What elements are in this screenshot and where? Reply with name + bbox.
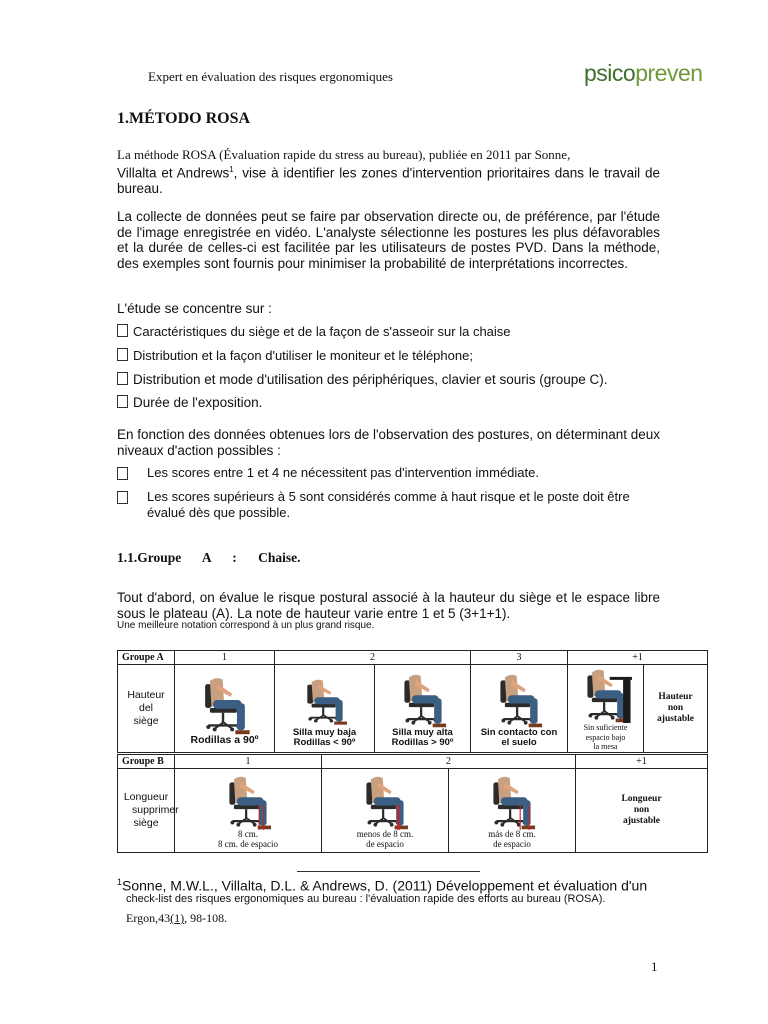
section-title: 1.MÉTODO ROSA [117,110,251,127]
bullet-box-icon [117,372,128,385]
seated-person-desk-figure [573,665,639,723]
seated-person-figure [479,670,559,728]
score-cell: 2 [322,755,576,769]
group-b-table [117,754,708,853]
seated-person-figure [285,670,365,728]
figure-chair-too-high: Silla muy alta Rodillas > 90º [375,665,471,753]
focus-item: Durée de l'exposition. [117,395,262,411]
length-not-adjustable: Longueur non ajustable [576,769,708,853]
bullet-box-icon [117,395,128,408]
row-label-seat-depth: Longueur supprimer siège [118,769,175,853]
bullet-box-icon [117,491,128,504]
seated-person-figure [383,670,463,728]
figure-chair-too-low: Silla muy baja Rodillas < 90º [275,665,375,753]
score-cell: +1 [576,755,708,769]
figure-no-space-under-desk: Sin suficiente espacio bajo la mesa [568,665,644,753]
focus-intro: L'étude se concentre sur : [117,301,272,316]
levels-intro: En fonction des données obtenues lors de l'observation des postures, on déterminant deux niveaux d'action possibles : [117,427,660,458]
height-not-adjustable: Hauteur non ajustable [644,665,708,753]
footnote-line1: $^1$Sonne, M.W.L., Villalta, D.L. & Andrews, D. (2011) Développement et évaluation d'un [117,877,648,894]
brand-logo-part2: preven [635,60,703,86]
figure-less-than-8cm: menos de 8 cm. de espacio [322,769,449,853]
footnote-line3: Ergon,43(1), 98-108. [126,911,228,925]
footnote-line2: check-list des risques ergonomiques au bureau : l'évaluation rapide des efforts au bureau (ROSA). [126,893,606,905]
figure-more-than-8cm: más de 8 cm. de espacio [449,769,576,853]
group-a-table [117,650,708,753]
intro-line1: La méthode ROSA (Évaluation rapide du stress au bureau), publiée en 2011 par Sonne, [117,147,571,162]
focus-item: Distribution et la façon d'utiliser le moniteur et le téléphone; [117,348,473,364]
group-b-label: Groupe B [118,755,175,769]
bullet-box-icon [117,324,128,337]
score-cell: 1 [175,755,322,769]
figure-no-floor-contact: Sin contacto con el suelo [471,665,568,753]
footnote-divider [297,871,480,872]
focus-item: Caractéristiques du siège et de la façon de s'asseoir sur la chaise [117,324,511,340]
score-cell: +1 [568,651,708,665]
intro-paragraph [117,162,660,197]
collection-paragraph: La collecte de données peut se faire par observation directe ou, de préférence, par l'étude de l'image enregistrée en vidéo. L'analyste sélectionne les postures les plus défavorables et la durée de celles-ci est facilitée par les utilisateurs de postes PVD. Dans la méthode, des exemples sont fournis pour minimiser la probabilité de interprétations incorrectes. [117,209,660,271]
intro-rest: , vise à identifier les zones d'intervention prioritaires dans le travail de bureau. [117,165,660,196]
figure-8cm-space: 8 cm. 8 cm. de espacio [175,769,322,853]
seat-depth-figure [472,772,552,830]
intro-footnote-ref[interactable]: 1 [229,165,234,174]
focus-item: Distribution et mode d'utilisation des périphériques, clavier et souris (groupe C). [117,372,608,388]
document-header-title: Expert en évaluation des risques ergonomiques [148,69,393,84]
seat-depth-figure [345,772,425,830]
figure-knees-90: Rodillas a 90º [175,665,275,753]
row-label-seat-height: Hauteur del siège [118,665,175,753]
subsection-title: 1.1.Groupe A : Chaise. [117,550,301,565]
page-number: 1 [651,959,658,974]
brand-logo-part1: psico [584,60,636,86]
bullet-box-icon [117,467,128,480]
group-a-label: Groupe A [118,651,175,665]
group-a-note: Une meilleure notation correspond à un plus grand risque. [117,620,375,631]
bullet-box-icon [117,348,128,361]
score-cell: 1 [175,651,275,665]
intro-authors: Villalta et Andrews [117,165,230,181]
seated-person-figure [185,673,265,735]
group-a-paragraph: Tout d'abord, on évalue le risque postural associé à la hauteur du siège et le espace libre sous le plateau (A). La note de hauteur varie entre 1 et 5 (3+1+1). [117,590,660,621]
brand-logo [584,60,703,87]
score-cell: 2 [275,651,471,665]
score-cell: 3 [471,651,568,665]
seat-depth-figure [208,772,288,830]
